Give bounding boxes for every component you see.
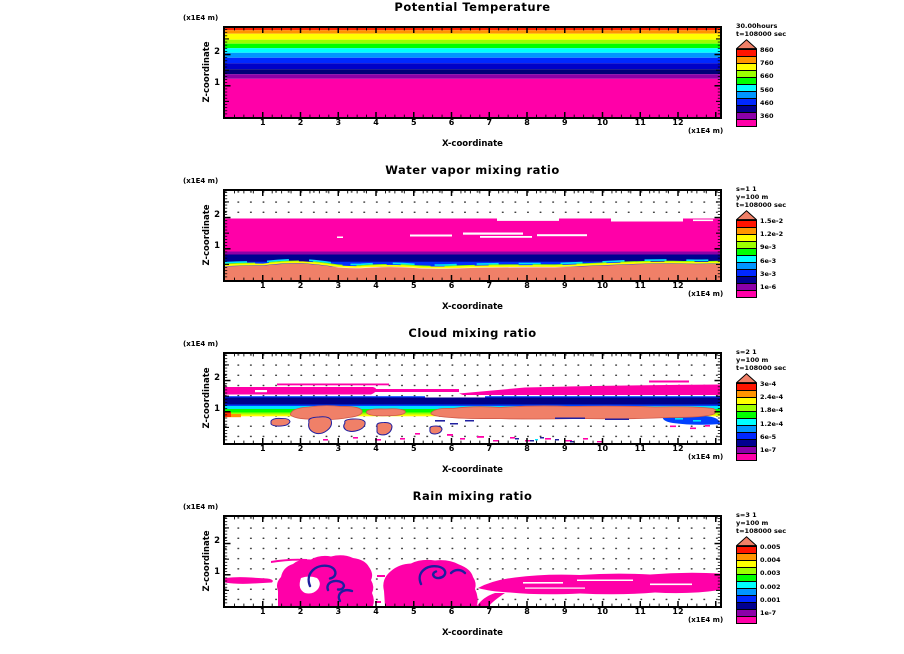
legend bbox=[736, 22, 846, 127]
colorbar bbox=[736, 39, 836, 127]
vapor-plot-area bbox=[223, 189, 722, 282]
x-axis-unit: (x1E4 m) bbox=[688, 453, 724, 461]
colorbar-swatches bbox=[736, 383, 757, 461]
y-tick-label: 2 bbox=[214, 210, 220, 220]
page-title: Cloud mixing ratio bbox=[408, 326, 537, 340]
colorbar-over-triangle bbox=[736, 536, 757, 546]
x-axis-label: X-coordinate bbox=[442, 139, 503, 149]
theta-field bbox=[225, 28, 720, 117]
x-tick-labels: 1 2 3 4 5 6 7 8 9 10 11 12 bbox=[259, 118, 684, 127]
x-axis-label: X-coordinate bbox=[442, 465, 503, 475]
y-tick-label: 1 bbox=[214, 241, 220, 251]
colorbar-labels: 0.005 0.004 0.003 0.002 0.001 1e-7 bbox=[760, 543, 781, 617]
legend-lines: s=1 1 y=100 m t=108000 sec bbox=[736, 185, 787, 209]
x-axis-unit: (x1E4 m) bbox=[688, 127, 724, 135]
y-tick-label: 1 bbox=[214, 78, 220, 88]
x-axis-unit: (x1E4 m) bbox=[688, 616, 724, 624]
y-axis-label: Z-coordinate bbox=[202, 41, 212, 103]
x-axis-label: X-coordinate bbox=[442, 628, 503, 638]
page-title: Water vapor mixing ratio bbox=[385, 163, 560, 177]
page-title: Potential Temperature bbox=[394, 0, 551, 14]
legend-lines: 30.00hours t=108000 sec bbox=[736, 22, 787, 38]
rain-field bbox=[225, 517, 720, 606]
y-axis-label: Z-coordinate bbox=[202, 204, 212, 266]
cloud-plot-area bbox=[223, 352, 722, 445]
colorbar-over-triangle bbox=[736, 210, 757, 220]
colorbar-swatches bbox=[736, 546, 757, 624]
vapor-field bbox=[225, 191, 720, 280]
colorbar-over-triangle bbox=[736, 373, 757, 383]
x-axis-label: X-coordinate bbox=[442, 302, 503, 312]
colorbar-labels: 3e-4 2.4e-4 1.8e-4 1.2e-4 6e-5 1e-7 bbox=[760, 380, 784, 454]
colorbar-swatches bbox=[736, 49, 757, 127]
theta-plot-area bbox=[223, 26, 722, 119]
y-tick-label: 2 bbox=[214, 373, 220, 383]
y-axis-unit: (x1E4 m) bbox=[183, 177, 219, 185]
panel-cloud bbox=[0, 326, 904, 489]
colorbar-over-triangle bbox=[736, 39, 757, 49]
y-axis-label: Z-coordinate bbox=[202, 367, 212, 429]
colorbar-swatches bbox=[736, 220, 757, 298]
panel-potential-temperature bbox=[0, 0, 904, 163]
y-tick-label: 2 bbox=[214, 536, 220, 546]
legend bbox=[736, 511, 846, 624]
page-title: Rain mixing ratio bbox=[412, 489, 533, 503]
cloud-field bbox=[225, 354, 720, 443]
y-axis-label: Z-coordinate bbox=[202, 530, 212, 592]
colorbar bbox=[736, 210, 836, 298]
y-tick-label: 1 bbox=[214, 404, 220, 414]
y-axis-unit: (x1E4 m) bbox=[183, 503, 219, 511]
y-axis-unit: (x1E4 m) bbox=[183, 340, 219, 348]
rain-plot-area bbox=[223, 515, 722, 608]
x-tick-labels: 1 2 3 4 5 6 7 8 9 10 11 12 bbox=[259, 444, 684, 453]
colorbar-labels: 1.5e-2 1.2e-2 9e-3 6e-3 3e-3 1e-6 bbox=[760, 217, 784, 291]
y-tick-label: 2 bbox=[214, 47, 220, 57]
x-axis-unit: (x1E4 m) bbox=[688, 290, 724, 298]
legend bbox=[736, 185, 846, 298]
legend-lines: s=3 1 y=100 m t=108000 sec bbox=[736, 511, 787, 535]
colorbar bbox=[736, 373, 836, 461]
legend-lines: s=2 1 y=100 m t=108000 sec bbox=[736, 348, 787, 372]
panel-rain bbox=[0, 489, 904, 652]
colorbar bbox=[736, 536, 836, 624]
x-tick-labels: 1 2 3 4 5 6 7 8 9 10 11 12 bbox=[259, 281, 684, 290]
y-axis-unit: (x1E4 m) bbox=[183, 14, 219, 22]
panel-water-vapor bbox=[0, 163, 904, 326]
legend bbox=[736, 348, 846, 461]
x-tick-labels: 1 2 3 4 5 6 7 8 9 10 11 12 bbox=[259, 607, 684, 616]
colorbar-labels: 860 760 660 560 460 360 bbox=[760, 46, 774, 120]
y-tick-label: 1 bbox=[214, 567, 220, 577]
